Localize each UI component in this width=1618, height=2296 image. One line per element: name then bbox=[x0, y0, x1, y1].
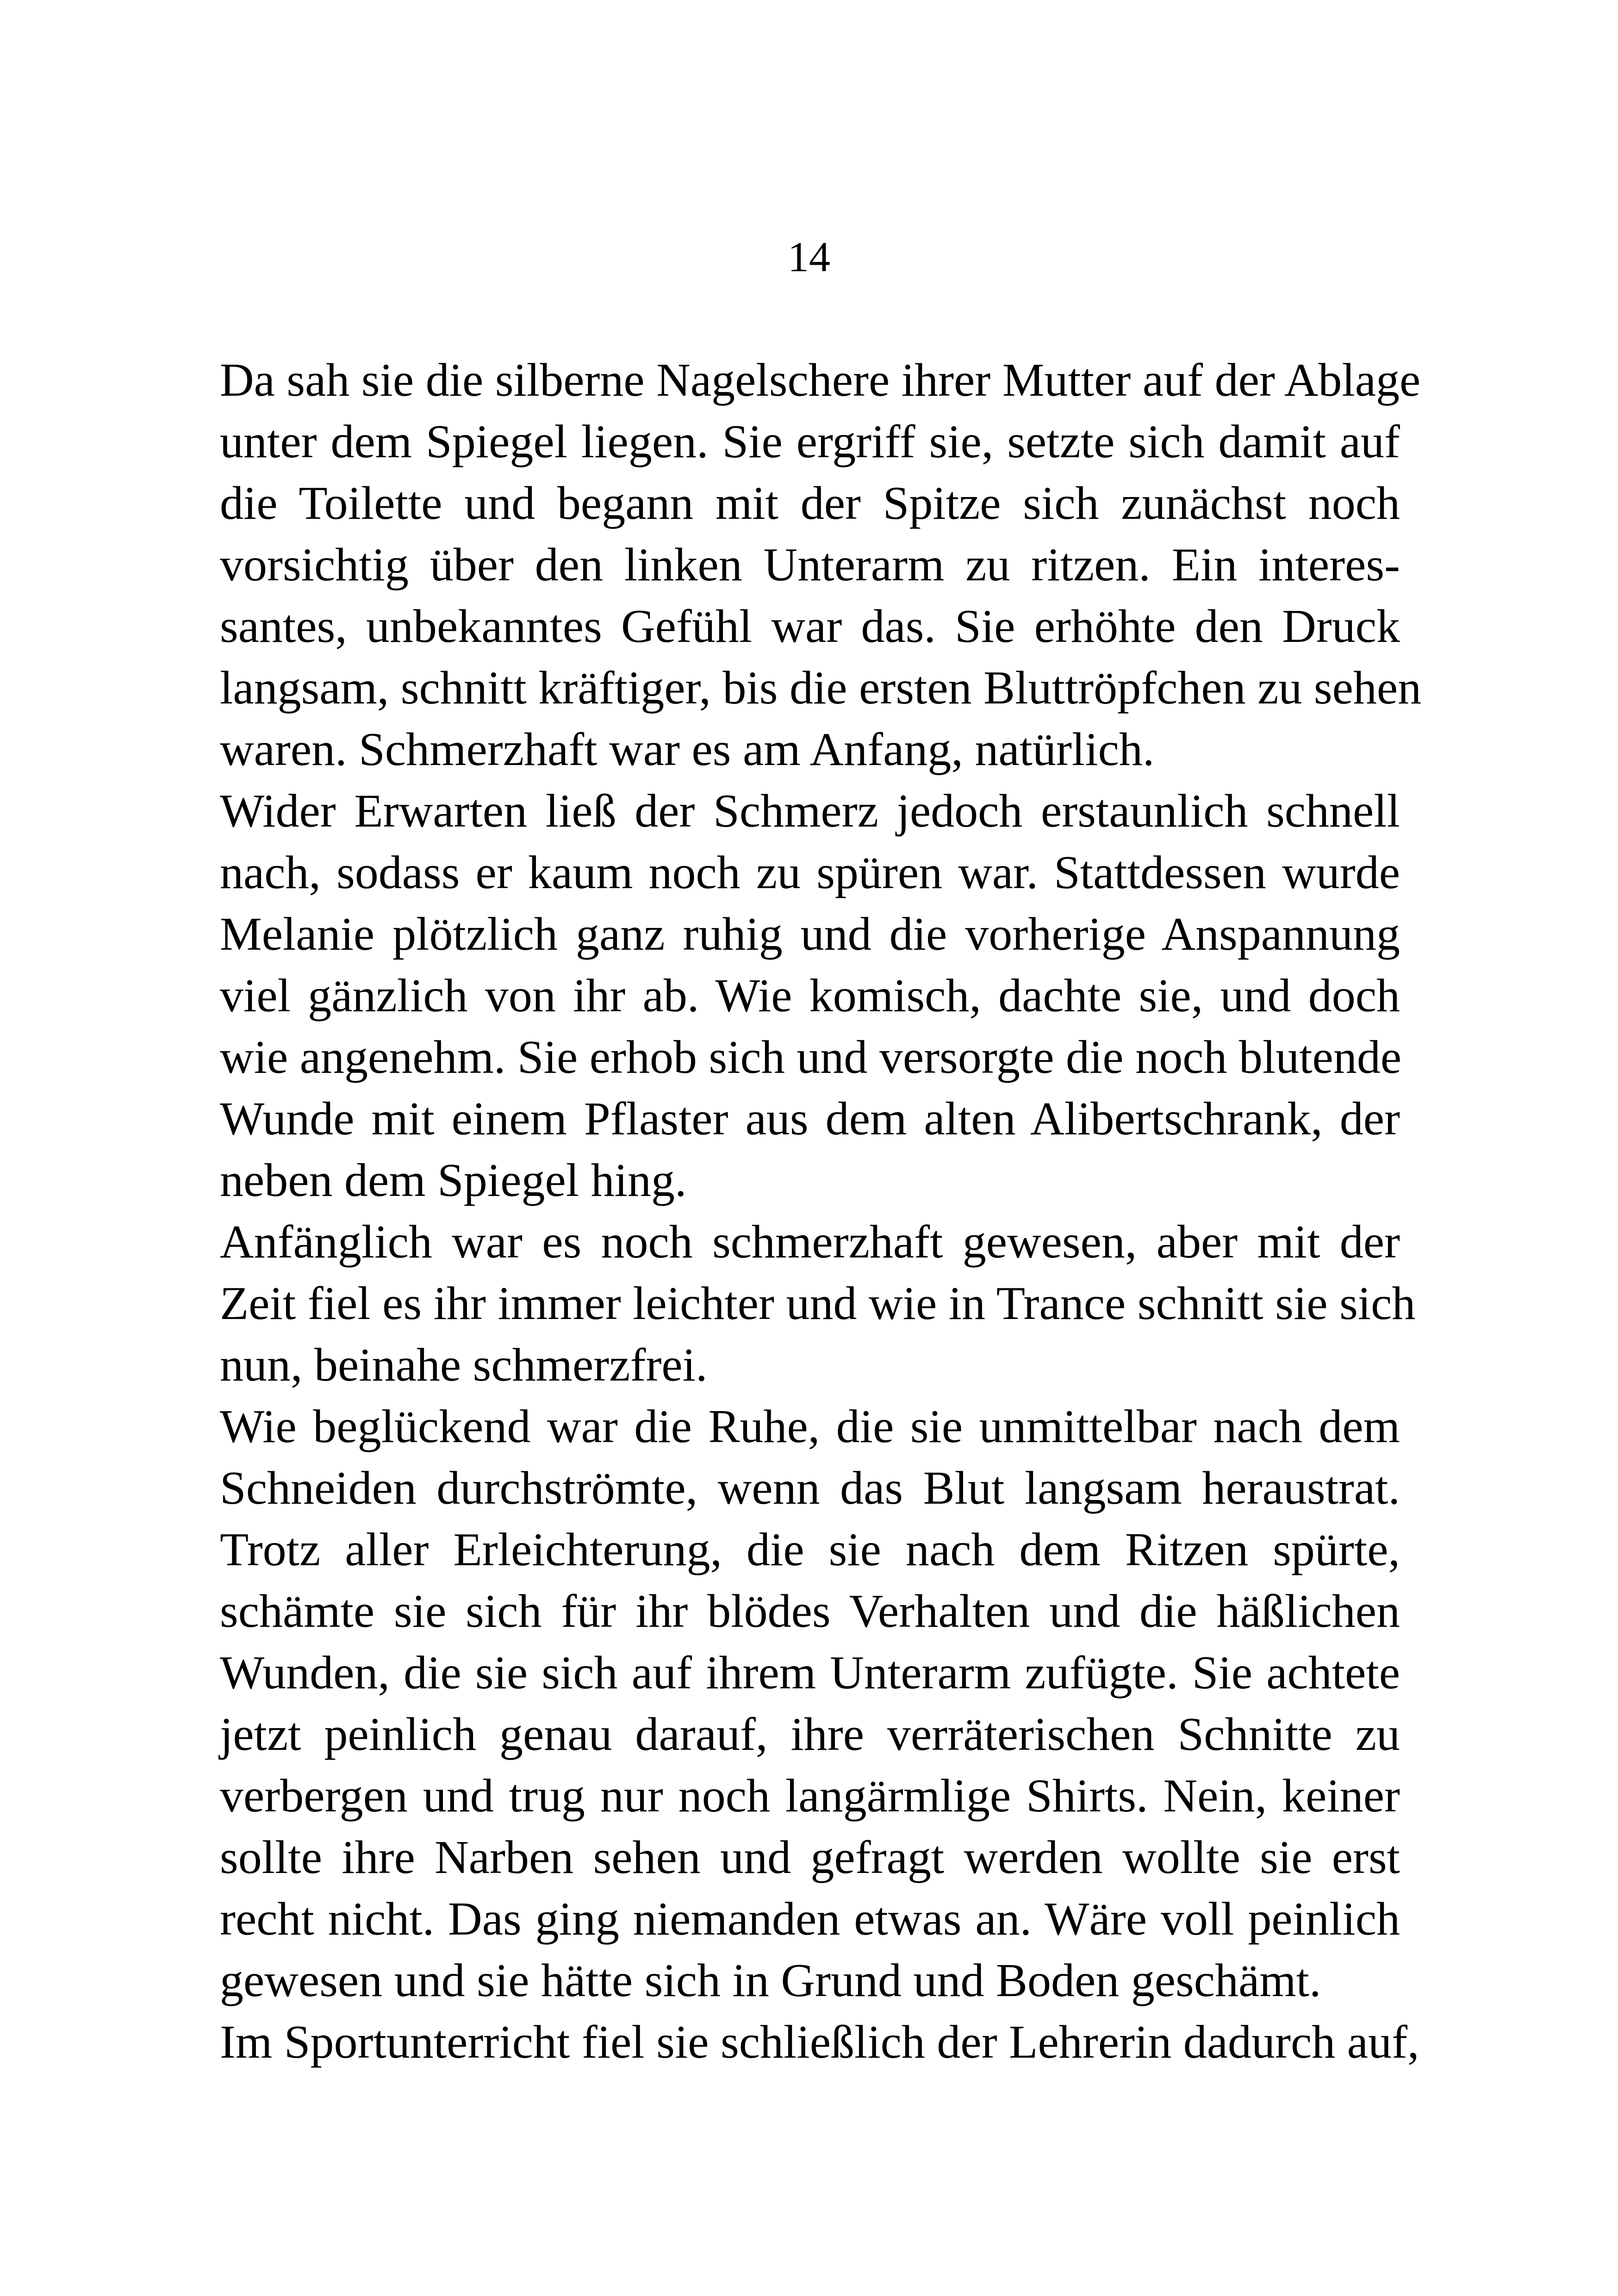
text-line: recht nicht. Das ging niemanden etwas an. Wäre voll peinlich bbox=[220, 1893, 1400, 1945]
text-line: Melanie plötzlich ganz ruhig und die vorherige Anspannung bbox=[220, 908, 1400, 960]
page-number: 14 bbox=[788, 233, 830, 280]
text-line: neben dem Spiegel hing. bbox=[220, 1154, 687, 1207]
text-line: Wie beglückend war die Ruhe, die sie unmittelbar nach dem bbox=[220, 1400, 1400, 1453]
text-line: verbergen und trug nur noch langärmlige Shirts. Nein, keiner bbox=[220, 1770, 1400, 1822]
text-line: vorsichtig über den linken Unterarm zu ritzen. Ein interes- bbox=[220, 539, 1400, 591]
body-text bbox=[220, 349, 1422, 2073]
text-line: Schneiden durchströmte, wenn das Blut langsam heraustrat. bbox=[220, 1462, 1400, 1514]
text-line: Da sah sie die silberne Nagelschere ihrer Mutter auf der Ablage bbox=[220, 354, 1421, 406]
text-line: Wunde mit einem Pflaster aus dem alten Alibertschrank, der bbox=[220, 1093, 1400, 1145]
text-line: langsam, schnitt kräftiger, bis die ersten Bluttröpfchen zu sehen bbox=[220, 662, 1422, 714]
text-line: schämte sie sich für ihr blödes Verhalten und die häßlichen bbox=[220, 1585, 1400, 1637]
text-line: gewesen und sie hätte sich in Grund und Boden geschämt. bbox=[220, 1954, 1321, 2007]
text-line: waren. Schmerzhaft war es am Anfang, natürlich. bbox=[220, 723, 1155, 776]
text-line: die Toilette und begann mit der Spitze sich zunächst noch bbox=[220, 477, 1400, 529]
text-line: wie angenehm. Sie erhob sich und versorgte die noch blutende bbox=[220, 1031, 1402, 1083]
text-line: Wider Erwarten ließ der Schmerz jedoch erstaunlich schnell bbox=[220, 785, 1400, 837]
text-line: sollte ihre Narben sehen und gefragt werden wollte sie erst bbox=[220, 1831, 1400, 1884]
text-line: jetzt peinlich genau darauf, ihre verräterischen Schnitte zu bbox=[220, 1708, 1400, 1761]
text-line: Trotz aller Erleichterung, die sie nach dem Ritzen spürte, bbox=[220, 1524, 1400, 1576]
text-line: Im Sportunterricht fiel sie schließlich der Lehrerin dadurch auf, bbox=[220, 2016, 1419, 2068]
text-line: Anfänglich war es noch schmerzhaft gewesen, aber mit der bbox=[220, 1216, 1400, 1268]
text-line: nach, sodass er kaum noch zu spüren war. Stattdessen wurde bbox=[220, 846, 1400, 899]
text-line: viel gänzlich von ihr ab. Wie komisch, dachte sie, und doch bbox=[220, 970, 1400, 1022]
text-line: santes, unbekanntes Gefühl war das. Sie erhöhte den Druck bbox=[220, 600, 1400, 653]
text-line: nun, beinahe schmerzfrei. bbox=[220, 1339, 708, 1391]
text-line: Zeit fiel es ihr immer leichter und wie in Trance schnitt sie sich bbox=[220, 1277, 1416, 1330]
text-line: unter dem Spiegel liegen. Sie ergriff sie, setzte sich damit auf bbox=[220, 416, 1400, 468]
text-line: Wunden, die sie sich auf ihrem Unterarm zufügte. Sie achtete bbox=[220, 1647, 1400, 1699]
